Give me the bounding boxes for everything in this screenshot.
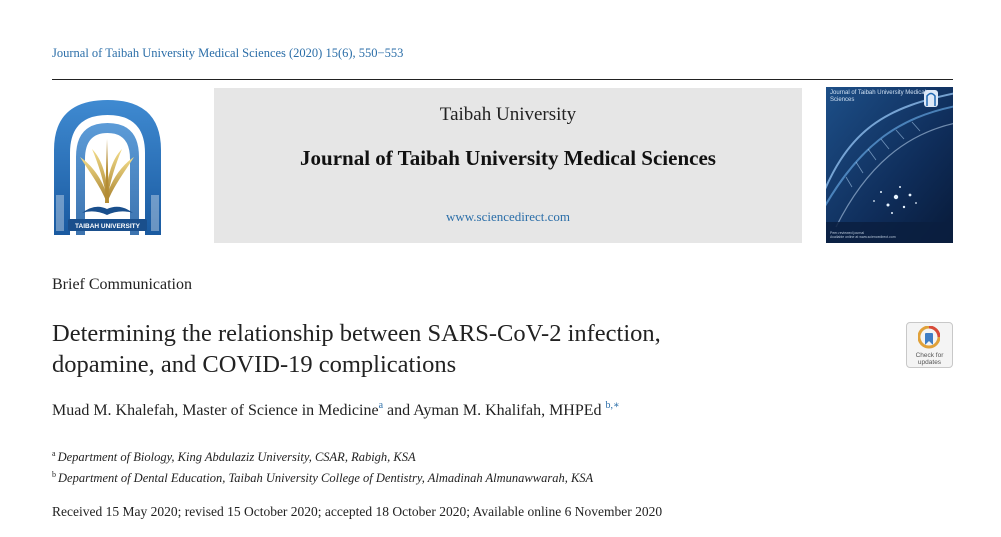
sciencedirect-link[interactable]: www.sciencedirect.com [445, 209, 571, 224]
article-type: Brief Communication [52, 276, 192, 293]
cover-footer-label: Peer-reviewed journal [830, 231, 865, 235]
journal-name: Journal of Taibah University Medical Sciences [300, 146, 716, 170]
author-2-affiliation-mark[interactable]: b,∗ [605, 400, 620, 411]
affiliation-a: $^a$ Department of Biology, King Abdulaziz University, CSAR, Rabigh, KSA [52, 449, 416, 464]
article-title-line-1: Determining the relationship between SARS-CoV-2 infection, [52, 320, 661, 347]
svg-text:TAIBAH UNIVERSITY: TAIBAH UNIVERSITY [75, 223, 140, 230]
taibah-university-logo [50, 95, 165, 240]
journal-cover-image[interactable] [826, 87, 953, 243]
header-rule [52, 79, 953, 80]
university-name: Taibah University [439, 104, 577, 125]
article-history: Received 15 May 2020; revised 15 October 2020; accepted 18 October 2020; Available online 6 November 2020 [52, 504, 663, 519]
author-1: Muad M. Khalefah, Master of Science in Medicine [52, 402, 379, 419]
author-1-affiliation-mark[interactable]: a [378, 400, 384, 411]
cover-art-icon [826, 87, 953, 243]
author-2: Ayman M. Khalifah, MHPEd [413, 402, 602, 419]
author-list [52, 400, 620, 420]
taibah-logo-icon [50, 95, 165, 240]
journal-header [214, 88, 802, 243]
article-title [52, 318, 812, 380]
check-updates-label: Check for updates [915, 352, 944, 366]
check-updates-icon [918, 326, 940, 350]
cover-footer [830, 231, 949, 239]
article-title-line-2: dopamine, and COVID-19 complications [52, 351, 457, 378]
journal-citation[interactable]: Journal of Taibah University Medical Sciences (2020) 15(6), 550−553 [52, 46, 404, 60]
cover-footer-text: Available online at www.sciencedirect.com [830, 235, 896, 239]
cover-title: Journal of Taibah University Medical Sciences [830, 90, 926, 103]
affiliation-b: $^b$ Department of Dental Education, Taibah University College of Dentistry, Almadinah Almunawwarah, KSA [52, 470, 594, 485]
author-conjunction: and [383, 402, 414, 419]
affiliations [52, 445, 593, 487]
check-for-updates-button[interactable] [906, 322, 953, 368]
